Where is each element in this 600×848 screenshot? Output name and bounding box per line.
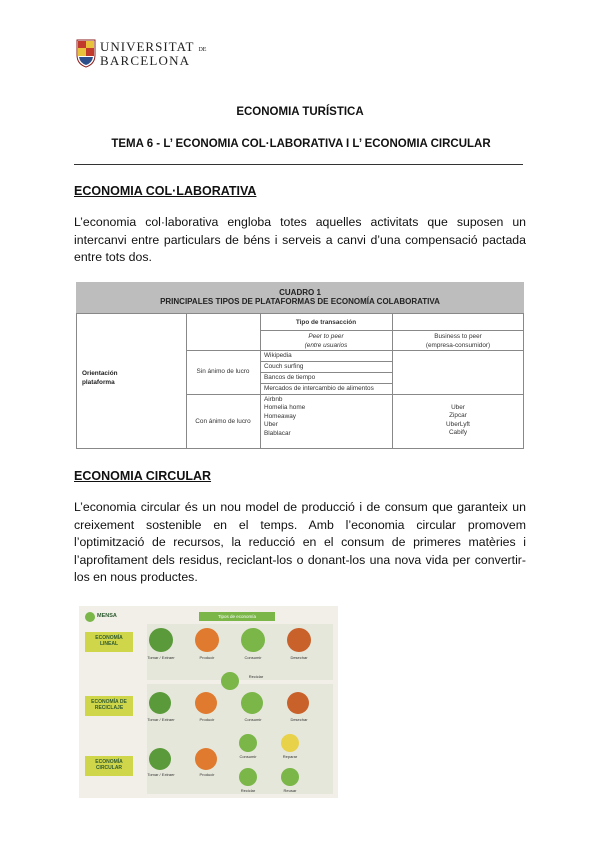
waste-icon [287, 692, 309, 714]
table-col-b2p: Business to peer (empresa-consumidor) [425, 333, 491, 349]
factory-icon [195, 692, 217, 714]
stage-caption: Desechar [290, 717, 308, 722]
recycle-icon [239, 768, 257, 786]
table-row1-item: Bancos de tiempo [264, 374, 316, 381]
table-col-header: Tipo de transacción [295, 319, 357, 326]
stage-caption: Producir [199, 717, 215, 722]
label-recycling: ECONOMÍA DE RECICLAJE [85, 696, 133, 716]
table-title: PRINCIPALES TIPOS DE PLATAFORMAS DE ECONOMÍA COLABORATIVA [160, 297, 440, 306]
university-logo [76, 38, 207, 70]
university-de: DE [198, 47, 207, 53]
tree-icon [149, 692, 171, 714]
table-row1-label: Sin ánimo de lucro [196, 368, 250, 375]
platforms-table [76, 282, 524, 449]
economy-types-infographic [79, 606, 338, 798]
stage-caption: Producir [199, 772, 215, 777]
consume-icon [241, 692, 263, 714]
tree-icon [149, 628, 173, 652]
table-row1-item: Wikipedia [264, 352, 292, 359]
paragraph-collaborative: L’economia col·laborativa engloba totes aquelles activitats que suposen un intercanvi entre particulars de béns i serveis a canvi d’una compensació pactada entre tots dos. [74, 215, 526, 264]
table-col-p2p: Peer to peer (entre usuarios [304, 333, 348, 349]
table-row2-b2p: Uber Zipcar UberLyft Cabify [446, 404, 470, 437]
label-circular: ECONOMÍA CIRCULAR [85, 756, 133, 776]
table-cuadro-label: CUADRO 1 [279, 288, 321, 297]
tree-icon [149, 748, 171, 770]
stage-caption: Reusar [283, 788, 297, 793]
factory-icon [195, 748, 217, 770]
table-header [76, 282, 524, 313]
stage-caption: Consumir [244, 717, 262, 722]
recycle-icon [221, 672, 239, 690]
recycling-band [147, 684, 333, 740]
stage-caption: Consumir [239, 754, 257, 759]
table-row2-label: Con ánimo de lucro [195, 418, 251, 425]
document-title: ECONOMIA TURÍSTICA [236, 106, 364, 118]
section-heading-circular: ECONOMIA CIRCULAR [74, 469, 212, 483]
section-heading-collaborative: ECONOMIA COL·LABORATIVA [74, 184, 257, 198]
stage-caption: Tomar / Extraer [147, 655, 175, 660]
stage-caption: Reciclar [240, 788, 256, 793]
title-divider [74, 164, 523, 165]
stage-caption: Producir [199, 655, 215, 660]
stage-caption: Tomar / Extraer [147, 717, 175, 722]
label-linear: ECONOMÍA LINEAL [85, 632, 133, 652]
paragraph-circular: L’economia circular és un nou model de producció i de consum que garanteix un creixement sostenible en el temps. Amb l’economia circular promovem l’optimització de recursos, la reducció en el consum de primeres matèries i l’aprofitament dels residus, reciclant-los o donant-los una nova vida per convertir-los en nous productes. [74, 500, 526, 584]
table-row2-p2p: Airbnb Homelia home Homeaway Uber Blablacar [264, 396, 306, 437]
university-shield-icon [76, 38, 96, 68]
document-subtitle: TEMA 6 - L’ ECONOMIA COL·LABORATIVA I L’ ECONOMIA CIRCULAR [111, 138, 491, 150]
university-name-line1: UNIVERSITAT [100, 39, 195, 54]
stage-caption: Reparar [282, 754, 298, 759]
factory-icon [195, 628, 219, 652]
infographic-brand: MENSA [97, 613, 117, 619]
table-row1-item: Couch surfing [264, 363, 304, 370]
infographic-header: Tipos de economía [199, 612, 275, 621]
table-row1-item: Mercados de intercambio de alimentos [264, 385, 374, 392]
stage-caption: Consumir [244, 655, 262, 660]
table-row-header: Orientación plataforma [82, 370, 118, 386]
stage-caption: Tomar / Extraer [147, 772, 175, 777]
university-name-line2: BARCELONA [100, 53, 191, 68]
recycle-caption: Reciclar [248, 674, 264, 679]
waste-icon [287, 628, 311, 652]
consume-icon [241, 628, 265, 652]
repair-icon [281, 734, 299, 752]
reuse-icon [281, 768, 299, 786]
mensa-logo-icon [85, 612, 95, 622]
stage-caption: Desechar [290, 655, 308, 660]
consume-icon [239, 734, 257, 752]
